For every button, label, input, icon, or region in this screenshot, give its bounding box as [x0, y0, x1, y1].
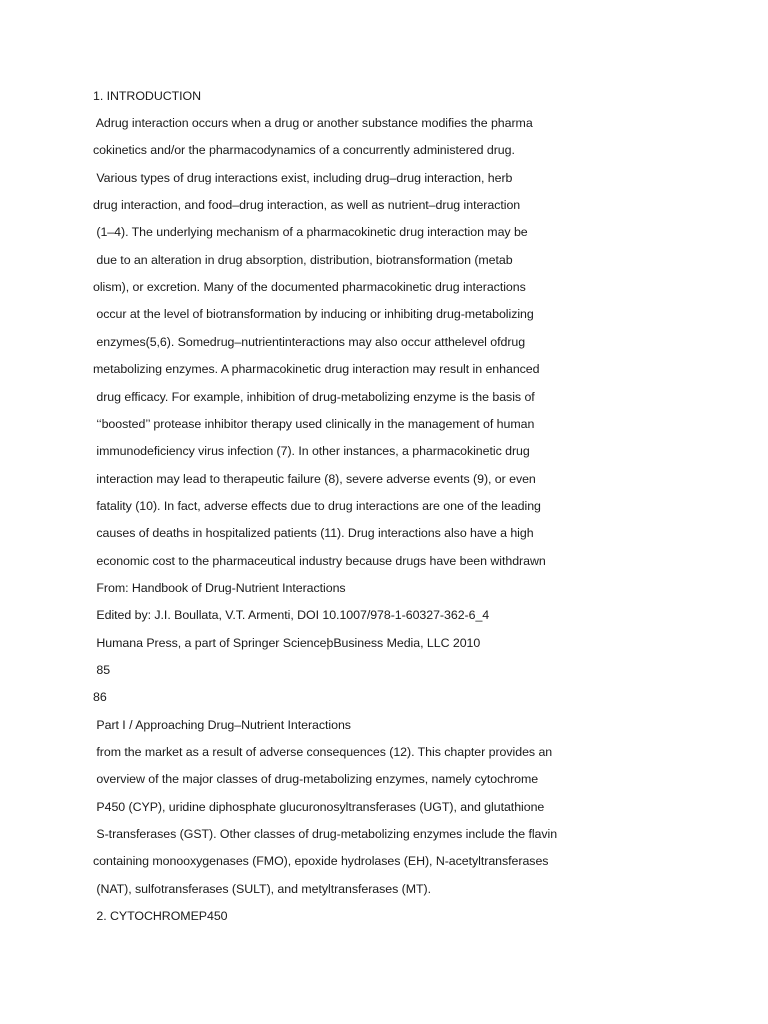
text-line: cokinetics and/or the pharmacodynamics of a concurrently administered drug.	[93, 143, 515, 157]
text-line: olism), or excretion. Many of the documented pharmacokinetic drug interactions	[93, 280, 526, 294]
text-line: Various types of drug interactions exist, including drug–drug interaction, herb	[93, 171, 513, 185]
text-line: immunodeficiency virus infection (7). In other instances, a pharmacokinetic drug	[93, 444, 530, 458]
publisher-line: Humana Press, a part of Springer ScienceþBusiness Media, LLC 2010	[93, 636, 481, 650]
text-line: containing monooxygenases (FMO), epoxide hydrolases (EH), N-acetyltransferases	[93, 854, 549, 868]
text-line: due to an alteration in drug absorption, distribution, biotransformation (metab	[93, 253, 513, 267]
text-line: enzymes(5,6). Somedrug–nutrientinteractions may also occur atthelevel ofdrug	[93, 335, 526, 349]
running-header: Part I / Approaching Drug–Nutrient Interactions	[93, 718, 351, 732]
text-line: economic cost to the pharmaceutical industry because drugs have been withdrawn	[93, 554, 546, 568]
text-line: Adrug interaction occurs when a drug or another substance modifies the pharma	[93, 116, 533, 130]
text-line: fatality (10). In fact, adverse effects due to drug interactions are one of the leading	[93, 499, 541, 513]
text-line: (NAT), sulfotransferases (SULT), and metyltransferases (MT).	[93, 882, 432, 896]
text-line: overview of the major classes of drug-metabolizing enzymes, namely cytochrome	[93, 772, 539, 786]
text-line: (1–4). The underlying mechanism of a pharmacokinetic drug interaction may be	[93, 225, 528, 239]
text-line: interaction may lead to therapeutic failure (8), severe adverse events (9), or even	[93, 472, 536, 486]
text-line: occur at the level of biotransformation by inducing or inhibiting drug-metabolizing	[93, 307, 534, 321]
text-line: drug efficacy. For example, inhibition of drug-metabolizing enzyme is the basis of	[93, 390, 535, 404]
text-line: ‘‘boosted’’ protease inhibitor therapy used clinically in the management of human	[93, 417, 535, 431]
section-heading-introduction: 1. INTRODUCTION	[93, 89, 202, 103]
text-line: metabolizing enzymes. A pharmacokinetic drug interaction may result in enhanced	[93, 362, 540, 376]
page-number: 86	[93, 690, 107, 704]
editors-line: Edited by: J.I. Boullata, V.T. Armenti, DOI 10.1007/978-1-60327-362-6_4	[93, 608, 490, 622]
text-line: from the market as a result of adverse consequences (12). This chapter provides an	[93, 745, 553, 759]
text-line: drug interaction, and food–drug interaction, as well as nutrient–drug interaction	[93, 198, 521, 212]
text-line: S-transferases (GST). Other classes of drug-metabolizing enzymes include the flavin	[93, 827, 558, 841]
text-line: causes of deaths in hospitalized patients (11). Drug interactions also have a high	[93, 526, 534, 540]
source-line: From: Handbook of Drug-Nutrient Interactions	[93, 581, 346, 595]
page-number: 85	[93, 663, 111, 677]
text-line: P450 (CYP), uridine diphosphate glucuronosyltransferases (UGT), and glutathione	[93, 800, 545, 814]
section-heading-cytochrome: 2. CYTOCHROMEP450	[93, 909, 228, 923]
